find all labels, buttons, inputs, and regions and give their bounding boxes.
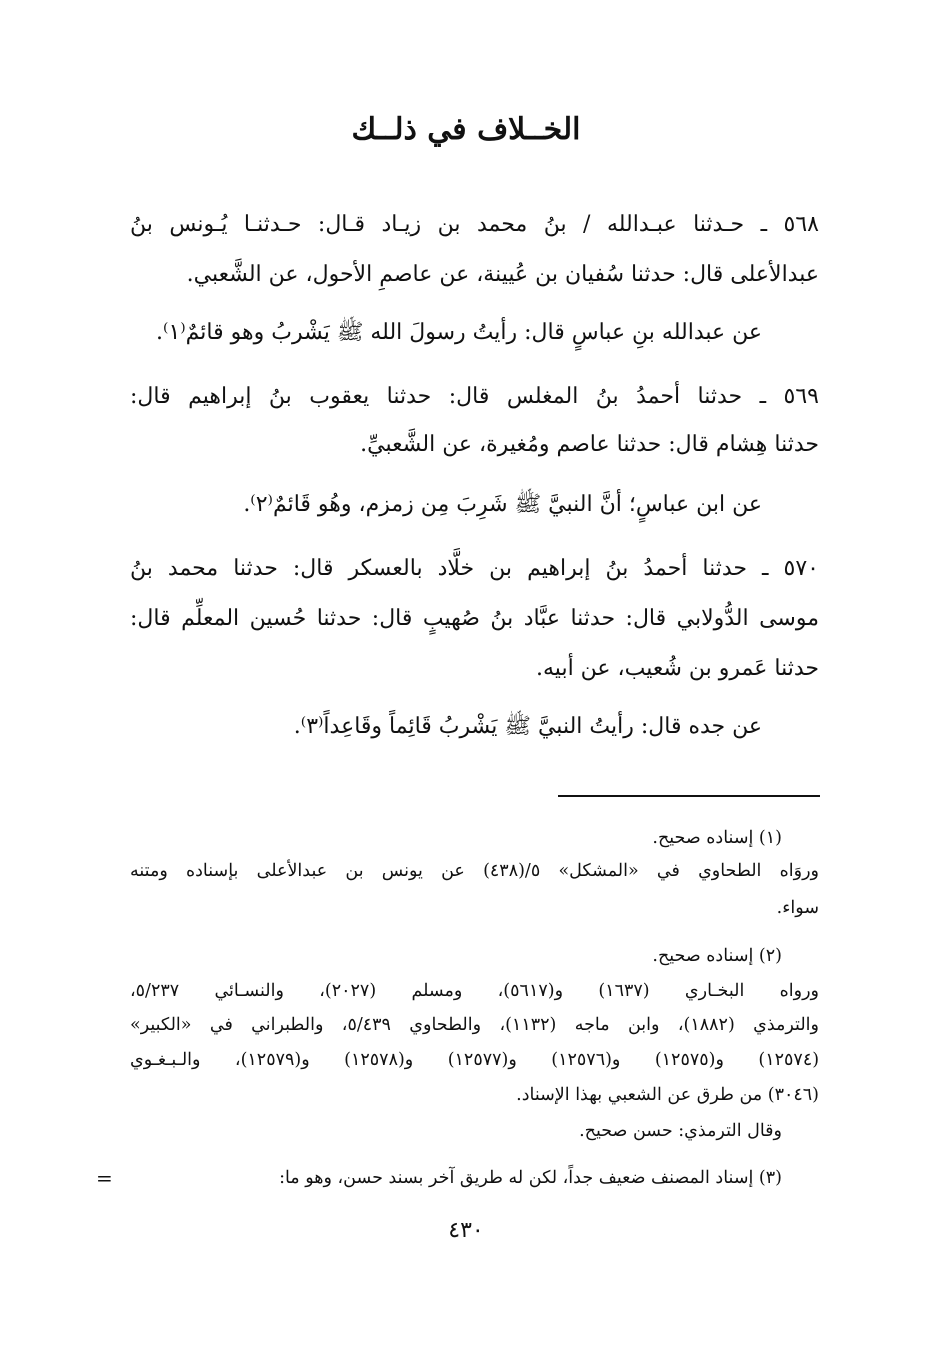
footnote-2-line-4: (٣٠٤٦) من طرق عن الشعبي بهذا الإسناد.: [516, 1085, 819, 1105]
footnote-2-title: (٢) إسناده صحيح.: [652, 946, 782, 966]
hadith-568-matn: عن عبدالله بنِ عباسٍ قال: رأيتُ رسولَ الله ﷺ يَشْربُ وهو قائمٌ⁽١⁾.: [156, 320, 762, 345]
footnote-separator: [558, 795, 820, 797]
footnote-2-line-2: والترمذي (١٨٨٢)، وابن ماجه (١١٣٢)، والطحاوي ٥/٤٣٩، والطبراني في «الكبير»: [130, 1015, 819, 1035]
footnote-1-line-2: سواء.: [776, 898, 819, 918]
footnote-2-line-3: (١٢٥٧٤) و(١٢٥٧٥) و(١٢٥٧٦) و(١٢٥٧٧) و(١٢٥٧٨) و(١٢٥٧٩)، والـبـغـوي: [130, 1050, 820, 1070]
hadith-568-isnad-line-1: ٥٦٨ ـ حـدثنا عبـدالله / بنُ محمد بن زيـاد قـال: حـدثنـا يُـونس بنُ: [130, 212, 819, 237]
page-number: ٤٣٠: [448, 1218, 484, 1243]
footnote-1-line-1: وروَاه الطحاوي في «المشكل» ٥/(٤٣٨) عن يونس بن عبدالأعلى بإسناده ومتنه: [130, 861, 819, 881]
hadith-570-isnad-line-3: حدثنا عَمرو بن شُعيب، عن أبيه.: [536, 656, 819, 681]
footnote-2-line-1: ورواه البخـاري (١٦٣٧) و(٥٦١٧)، ومسلم (٢٠٢٧)، والنسـائي ٥/٢٣٧،: [130, 981, 819, 1001]
footnote-2-line-5: وقال الترمذي: حسن صحيح.: [579, 1121, 782, 1141]
footnote-1-title: (١) إسناده صحيح.: [652, 828, 782, 848]
margin-mark: =: [96, 1166, 113, 1190]
hadith-568-isnad-line-2: عبدالأعلى قال: حدثنا سُفيان بن عُيينة، عن عاصمِ الأحول، عن الشَّعبي.: [186, 262, 819, 287]
hadith-569-isnad-line-1: ٥٦٩ ـ حدثنا أحمدُ بنُ المغلس قال: حدثنا يعقوب بنُ إبراهيم قال:: [130, 384, 819, 409]
hadith-570-isnad-line-1: ٥٧٠ ـ حدثنا أحمدُ بنُ إبراهيم بن خلَّاد بالعسكر قال: حدثنا محمد بنُ: [130, 556, 819, 581]
hadith-569-isnad-line-2: حدثنا هِشام قال: حدثنا عاصم ومُغيرة، عن الشَّعبيِّ.: [360, 432, 819, 457]
footnote-3-line-1: (٣) إسناد المصنف ضعيف جداً، لكن له طريق آخر بسند حسن، وهو ما:: [279, 1168, 782, 1188]
page-title: الخــلاف في ذلــك: [351, 112, 581, 147]
hadith-570-isnad-line-2: موسى الدُّولابي قال: حدثنا عبَّاد بنُ صُهيبٍ قال: حدثنا حُسين المعلِّم قال:: [130, 606, 819, 631]
hadith-570-matn: عن جده قال: رأيتُ النبيَّ ﷺ يَشْربُ قَائِماً وقَاعِداً⁽٣⁾.: [293, 714, 762, 739]
hadith-569-matn: عن ابن عباسٍ؛ أنَّ النبيَّ ﷺ شَرِبَ مِن زمزم، وهُو قَائمٌ⁽٢⁾.: [243, 492, 762, 517]
